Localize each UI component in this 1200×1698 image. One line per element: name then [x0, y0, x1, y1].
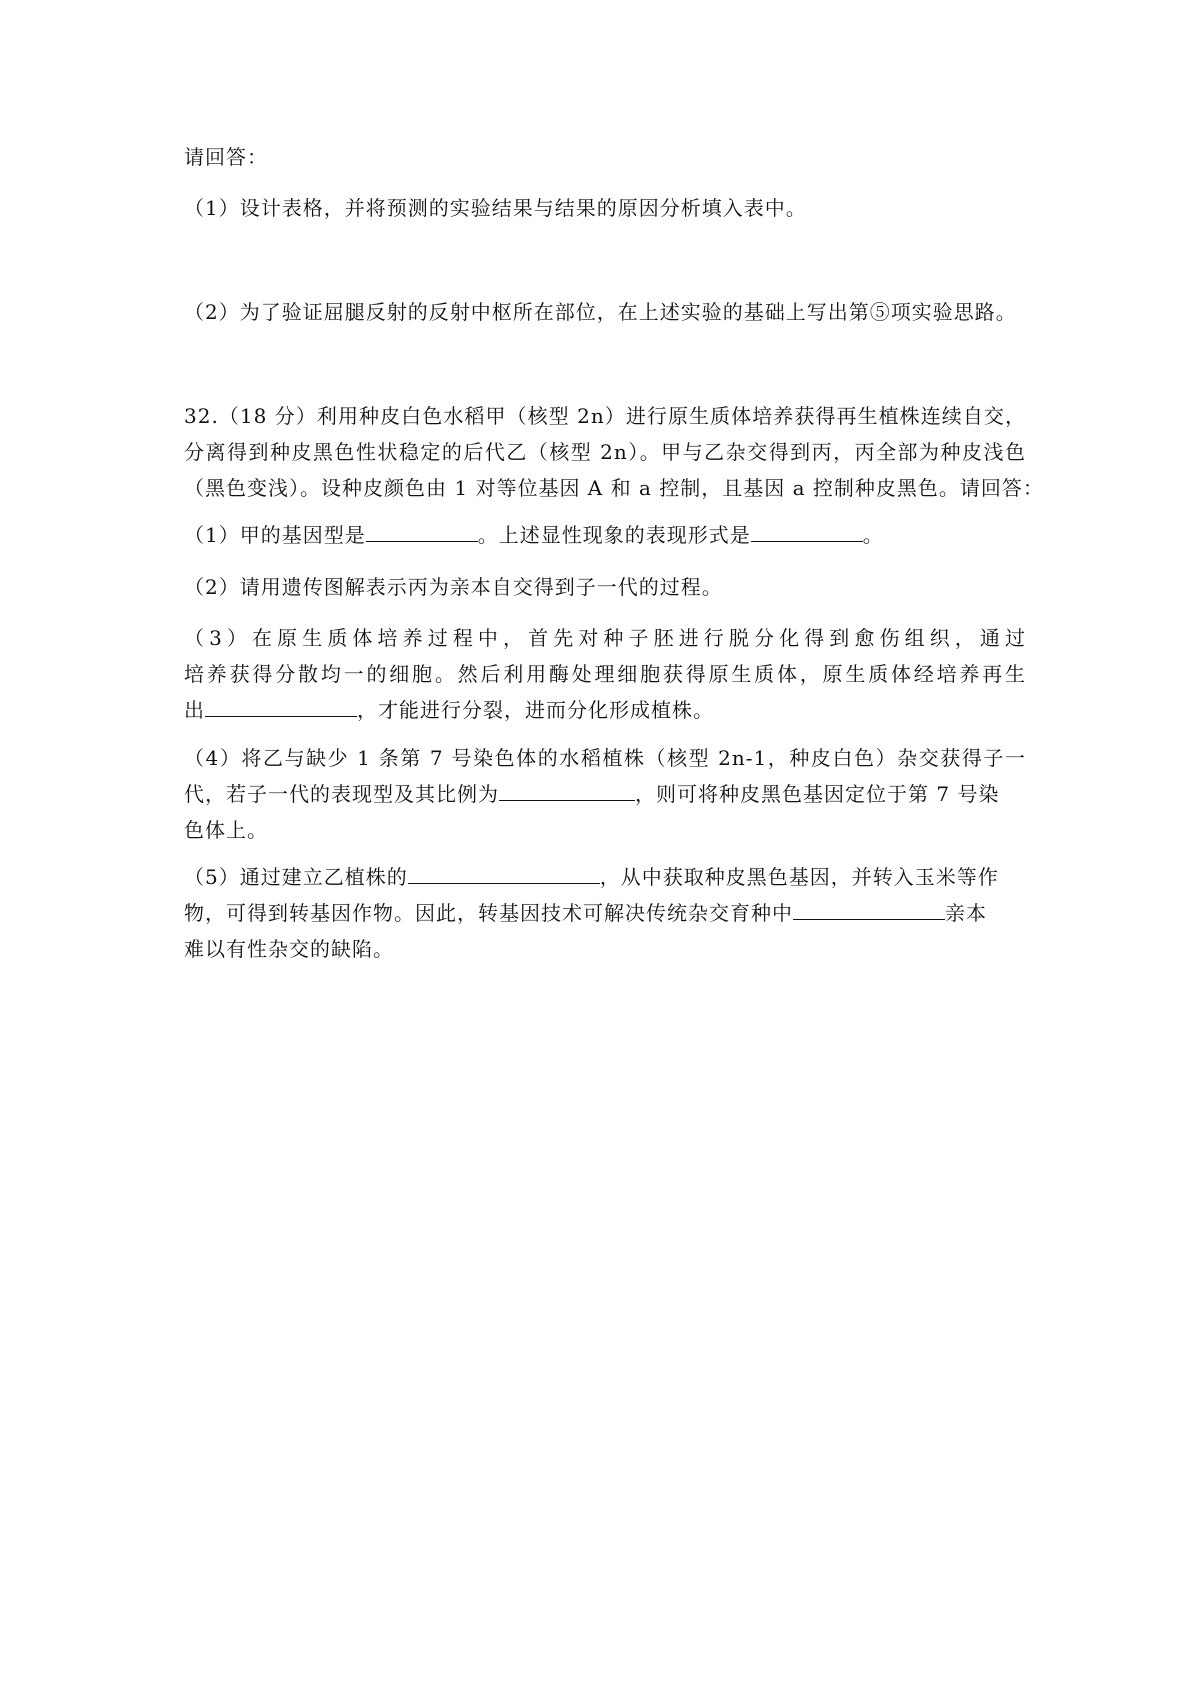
answer-blank-4[interactable] [499, 778, 635, 801]
q32-sub3-line-1: （3）在原生质体培养过程中，首先对种子胚进行脱分化得到愈伤组织，通过 [184, 626, 1026, 650]
q32-sub3-line-2: 培养获得分散均一的细胞。然后利用酶处理细胞获得原生质体，原生质体经培养再生 [184, 662, 1026, 686]
q32-sub5-line-1: （5）通过建立乙植株的 ，从中获取种皮黑色基因，并转入玉米等作 [184, 859, 1026, 895]
q32-sub1: （1）甲的基因型是 。上述显性现象的表现形式是 。 [184, 517, 1026, 553]
q32-stem-line-1: 32.（18 分）利用种皮白色水稻甲（核型 2n）进行原生质体培养获得再生植株连续自交， [184, 404, 1026, 428]
q31-part2: （2）为了验证屈腿反射的反射中枢所在部位，在上述实验的基础上写出第⑤项实验思路。 [184, 300, 1017, 324]
q32-sub4 [184, 740, 1026, 848]
q32-sub2: （2）请用遗传图解表示丙为亲本自交得到子一代的过程。 [184, 575, 723, 599]
q32-sub4-line-3: 色体上。 [184, 818, 268, 842]
q32-stem-line-2: 分离得到种皮黑色性状稳定的后代乙（核型 2n）。甲与乙杂交得到丙，丙全部为种皮浅色 [184, 440, 1026, 464]
answer-blank-5[interactable] [408, 861, 600, 884]
q32-sub5 [184, 859, 1026, 967]
intro-text: 请回答： [184, 145, 268, 169]
q32-stem-line-3: （黑色变浅）。设种皮颜色由 1 对等位基因 A 和 a 控制，且基因 a 控制种皮黑色。请回答： [184, 476, 1044, 500]
q32-sub3-line-3: 出 ，才能进行分裂，进而分化形成植株。 [184, 692, 1026, 728]
q32-sub3 [184, 620, 1026, 728]
answer-blank-2[interactable] [751, 519, 863, 542]
q32-sub4-line-1: （4）将乙与缺少 1 条第 7 号染色体的水稻植株（核型 2n-1，种皮白色）杂交获得子一 [184, 746, 1026, 770]
q31-part1: （1）设计表格，并将预测的实验结果与结果的原因分析填入表中。 [184, 196, 807, 220]
q32-sub5-line-2: 物，可得到转基因作物。因此，转基因技术可解决传统杂交育种中 亲本 [184, 895, 1026, 931]
answer-blank-1[interactable] [366, 519, 478, 542]
answer-blank-6[interactable] [793, 897, 945, 920]
q32-sub5-line-3: 难以有性杂交的缺陷。 [184, 937, 394, 961]
q32-stem [184, 398, 1044, 506]
q32-sub4-line-2: 代，若子一代的表现型及其比例为 ，则可将种皮黑色基因定位于第 7 号染 [184, 776, 1026, 812]
answer-blank-3[interactable] [205, 694, 357, 717]
